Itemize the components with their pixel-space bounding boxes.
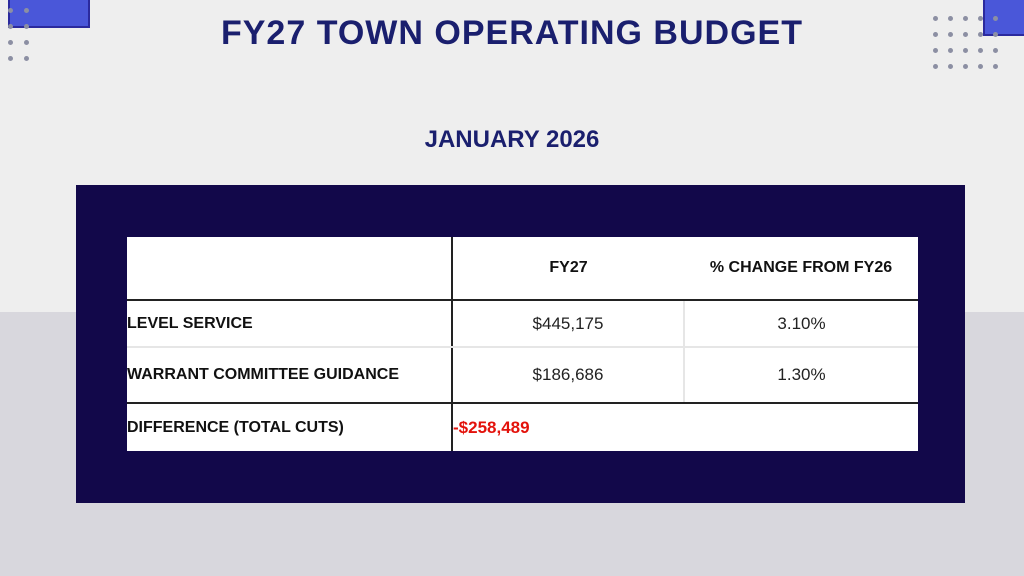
header-pct-change: % CHANGE FROM FY26 bbox=[684, 237, 918, 300]
row-label: LEVEL SERVICE bbox=[127, 300, 452, 347]
table-row bbox=[127, 403, 918, 451]
slide-title: FY27 TOWN OPERATING BUDGET bbox=[220, 14, 803, 52]
table-header-row bbox=[127, 237, 918, 300]
row-fy27-value: $186,686 bbox=[452, 347, 684, 403]
row-label: DIFFERENCE (TOTAL CUTS) bbox=[127, 403, 452, 451]
table-row bbox=[127, 300, 918, 347]
row-fy27-value-negative: -$258,489 bbox=[453, 417, 530, 437]
budget-table bbox=[127, 237, 918, 451]
table-row bbox=[127, 347, 918, 403]
header-fy27: FY27 bbox=[452, 237, 684, 300]
row-pct-change: 1.30% bbox=[684, 347, 918, 403]
slide-subtitle: JANUARY 2026 bbox=[424, 126, 600, 153]
header-empty-cell bbox=[127, 237, 452, 300]
row-pct-change bbox=[684, 403, 918, 451]
row-fy27-value: $445,175 bbox=[452, 300, 684, 347]
row-label: WARRANT COMMITTEE GUIDANCE bbox=[127, 347, 452, 403]
row-pct-change: 3.10% bbox=[684, 300, 918, 347]
